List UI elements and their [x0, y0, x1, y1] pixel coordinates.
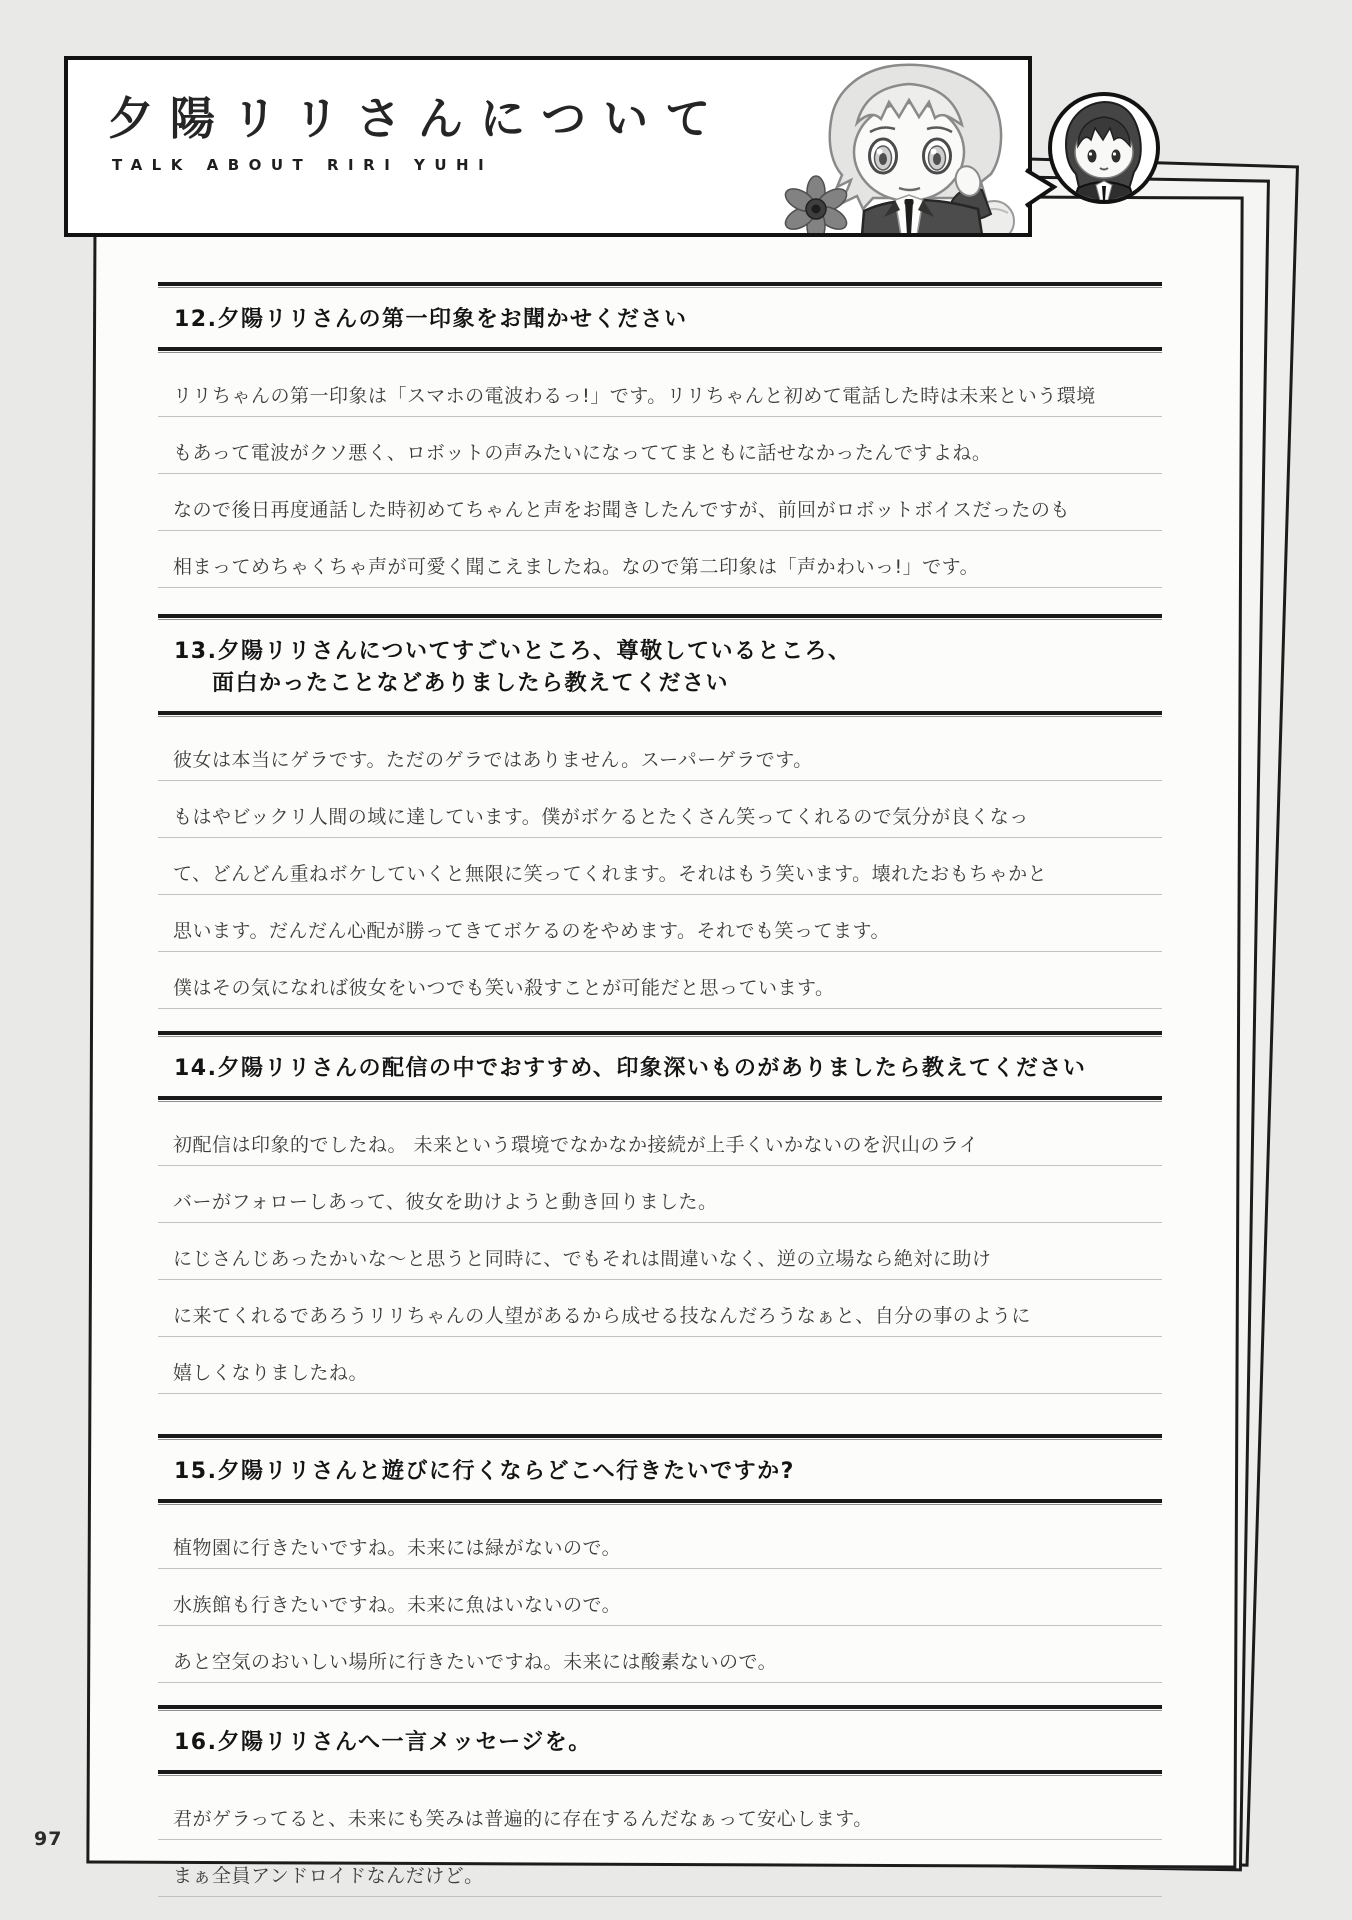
empty-ruled-line — [158, 1897, 1162, 1920]
question-rule-bottom — [158, 347, 1162, 360]
qa-content — [158, 282, 1162, 1920]
answer-line: もあって電波がクソ悪く、ロボットの声みたいになっててまともに話せなかったんですよね。 — [158, 417, 1162, 474]
question-text: 14.夕陽リリさんの配信の中でおすすめ、印象深いものがありましたら教えてください — [174, 1056, 1087, 1081]
qa-section-15 — [158, 1434, 1162, 1683]
answer-line: もはやビックリ人間の域に達しています。僕がボケるとたくさん笑ってくれるので気分が良くなっ — [158, 781, 1162, 838]
answer-line: 君がゲラってると、未来にも笑みは普遍的に存在するんだなぁって安心します。 — [158, 1783, 1162, 1840]
answer-line: リリちゃんの第一印象は「スマホの電波わるっ!」です。リリちゃんと初めて電話した時は未来という環境 — [158, 360, 1162, 417]
answer-line: 初配信は印象的でしたね。 未来という環境でなかなか接続が上手くいかないのを沢山のライ — [158, 1109, 1162, 1166]
page-number: 97 — [34, 1828, 63, 1850]
question-rule-top — [158, 1705, 1162, 1718]
question-rule-bottom — [158, 1499, 1162, 1512]
question-rule-bottom — [158, 1770, 1162, 1783]
qa-section-12 — [158, 282, 1162, 588]
answer-line: に来てくれるであろうリリちゃんの人望があるから成せる技なんだろうなぁと、自分の事のように — [158, 1280, 1162, 1337]
qa-section-14 — [158, 1031, 1162, 1394]
question-rule-bottom — [158, 1096, 1162, 1109]
answer-line: バーがフォローしあって、彼女を助けようと動き回りました。 — [158, 1166, 1162, 1223]
page-title: 夕陽リリさんについて — [108, 92, 728, 145]
question-rule-bottom — [158, 711, 1162, 724]
question-text: 13.夕陽リリさんについてすごいところ、尊敬しているところ、 — [174, 639, 852, 664]
page-subtitle: TALK ABOUT RIRI YUHI — [112, 156, 494, 174]
answer-line: まぁ全員アンドロイドなんだけど。 — [158, 1840, 1162, 1897]
answer-line: にじさんじあったかいな～と思うと同時に、でもそれは間違いなく、逆の立場なら絶対に助け — [158, 1223, 1162, 1280]
answer-line: 彼女は本当にゲラです。ただのゲラではありません。スーパーゲラです。 — [158, 724, 1162, 781]
question-rule-top — [158, 1434, 1162, 1447]
answer-line: 植物園に行きたいですね。未来には緑がないので。 — [158, 1512, 1162, 1569]
qa-section-13 — [158, 614, 1162, 1009]
question-text: 15.夕陽リリさんと遊びに行くならどこへ行きたいですか? — [174, 1459, 795, 1484]
question-rule-top — [158, 282, 1162, 295]
answer-line: 思います。だんだん心配が勝ってきてボケるのをやめます。それでも笑ってます。 — [158, 895, 1162, 952]
avatar-character-illustration — [1052, 96, 1156, 200]
answer-line: 僕はその気になれば彼女をいつでも笑い殺すことが可能だと思っています。 — [158, 952, 1162, 1009]
question-text: 12.夕陽リリさんの第一印象をお聞かせください — [174, 307, 688, 332]
answer-line: 嬉しくなりましたね。 — [158, 1337, 1162, 1394]
question-rule-top — [158, 614, 1162, 627]
answer-line: なので後日再度通話した時初めてちゃんと声をお聞きしたんですが、前回がロボットボイスだったのも — [158, 474, 1162, 531]
riri-chibi-illustration — [780, 59, 1026, 235]
question-text-line2: 面白かったことなどありましたら教えてください — [212, 671, 730, 696]
answer-line: あと空気のおいしい場所に行きたいですね。未来には酸素ないので。 — [158, 1626, 1162, 1683]
question-text: 16.夕陽リリさんへ一言メッセージを。 — [174, 1730, 592, 1755]
page-header — [64, 56, 1032, 237]
interviewer-avatar — [1048, 92, 1160, 204]
qa-section-16 — [158, 1705, 1162, 1920]
answer-line: て、どんどん重ねボケしていくと無限に笑ってくれます。それはもう笑います。壊れたおもちゃかと — [158, 838, 1162, 895]
answer-line: 相まってめちゃくちゃ声が可愛く聞こえましたね。なので第二印象は「声かわいっ!」です。 — [158, 531, 1162, 588]
answer-line: 水族館も行きたいですね。未来に魚はいないので。 — [158, 1569, 1162, 1626]
question-rule-top — [158, 1031, 1162, 1044]
